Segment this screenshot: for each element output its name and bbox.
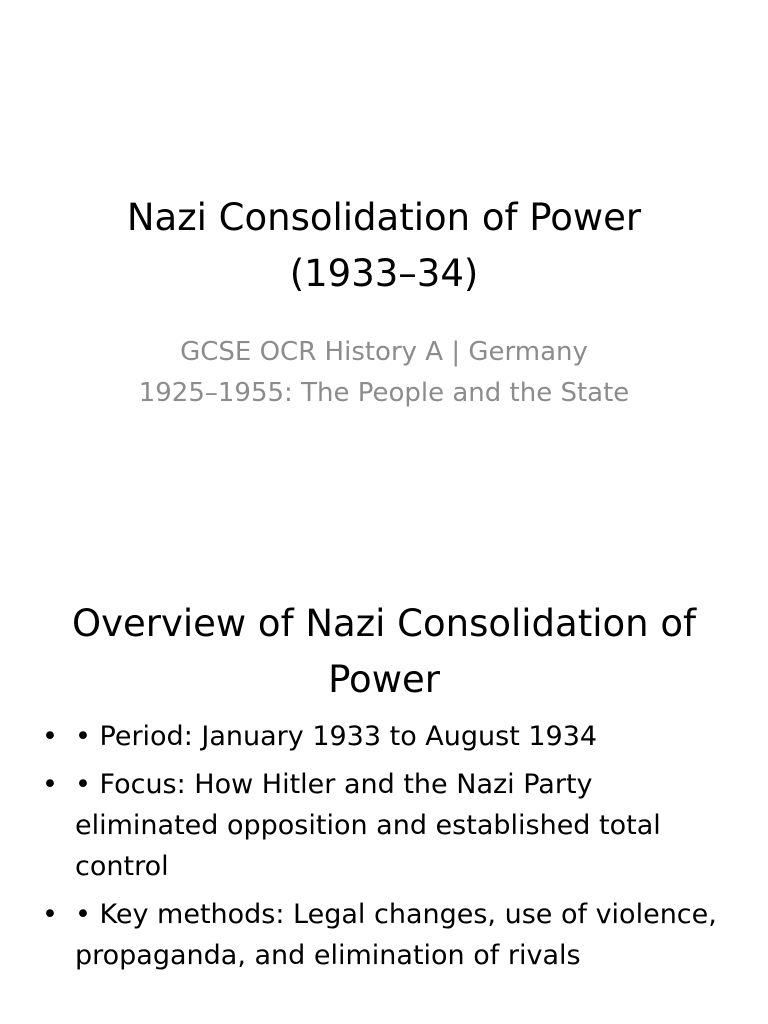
- bullet-text: • Focus: How Hitler and the Nazi Party eliminated opposition and established total control: [75, 769, 661, 882]
- overview-title: [20, 596, 748, 708]
- bullet-item: [42, 764, 742, 887]
- title-line-2: (1933–34): [289, 252, 479, 295]
- bullet-icon: •: [42, 769, 58, 800]
- bullet-item: [42, 716, 742, 757]
- overview-slide: [0, 512, 768, 1024]
- slide-title: [40, 190, 728, 302]
- bullet-item: [42, 894, 742, 976]
- bullet-text: • Key methods: Legal changes, use of violence, propaganda, and elimination of rivals: [75, 899, 717, 971]
- subtitle-line-2: 1925–1955: The People and the State: [138, 378, 630, 408]
- overview-title-line-2: Power: [328, 658, 440, 701]
- bullet-list: [42, 716, 742, 983]
- title-line-1: Nazi Consolidation of Power: [126, 196, 642, 239]
- subtitle-line-1: GCSE OCR History A | Germany: [180, 337, 588, 367]
- bullet-icon: •: [42, 899, 58, 930]
- bullet-text: • Period: January 1933 to August 1934: [75, 721, 598, 752]
- overview-title-line-1: Overview of Nazi Consolidation of: [71, 602, 697, 645]
- bullet-icon: •: [42, 721, 58, 752]
- slide-subtitle: [60, 332, 708, 414]
